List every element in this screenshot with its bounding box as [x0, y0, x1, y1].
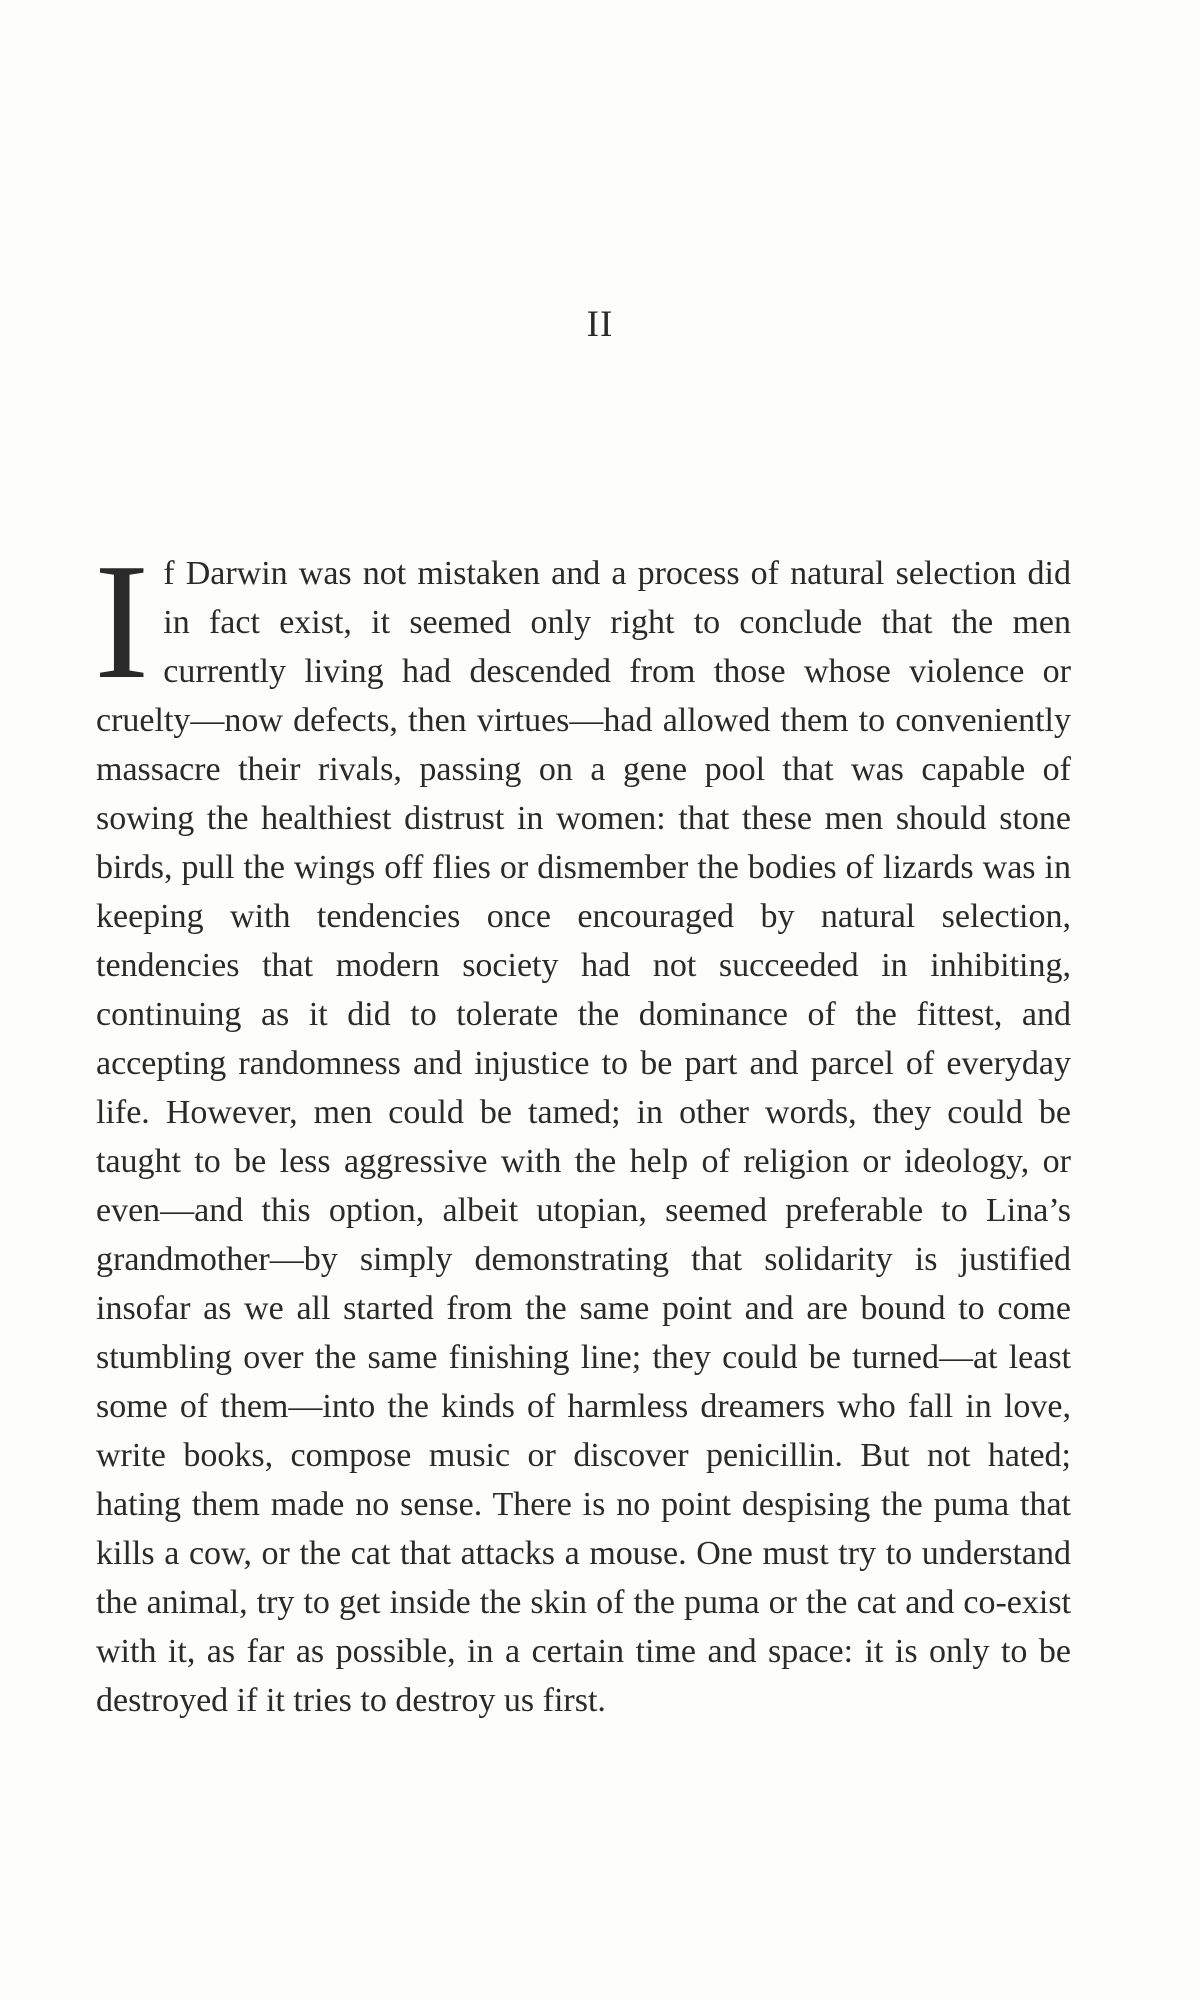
paragraph-text: f Darwin was not mistaken and a process of natural selection did in fact exist, it seemed only right to conclude that the men currently living had descended from those whose violence or cruelty—now defects, then virtues—had allowed them to conveniently massacre their rivals, passing on a gene pool that was capable of sowing the healthiest distrust in women: that these men should stone birds, pull the wings off flies or dismember the bodies of lizards was in keeping with tendencies once encouraged by natural selection, tendencies that modern society had not succeeded in inhibiting, continuing as it did to tolerate the dominance of the fittest, and accepting randomness and injustice to be part and parcel of everyday life. However, men could be tamed; in other words, they could be taught to be less aggressive with the help of religion or ideology, or even—and this option, albeit utopian, seemed preferable to Lina’s grandmother—by simply demonstrating that solidarity is justified insofar as we all started from the same point and are bound to come stumbling over the same finishing line; they could be turned—at least some of them—into the kinds of harmless dreamers who fall in love, write books, compose music or discover penicillin. But not hated; hating them made no sense. There is no point despising the puma that kills a cow, or the cat that attacks a mouse. One must try to understand the animal, try to get inside the skin of the puma or the cat and co-exist with it, as far as possible, in a certain time and space: it is only to be destroyed if it tries to destroy us first.	[96, 555, 1071, 1719]
drop-cap: I	[94, 529, 150, 713]
chapter-number: II	[586, 304, 614, 345]
body-paragraph	[94, 529, 1071, 1725]
